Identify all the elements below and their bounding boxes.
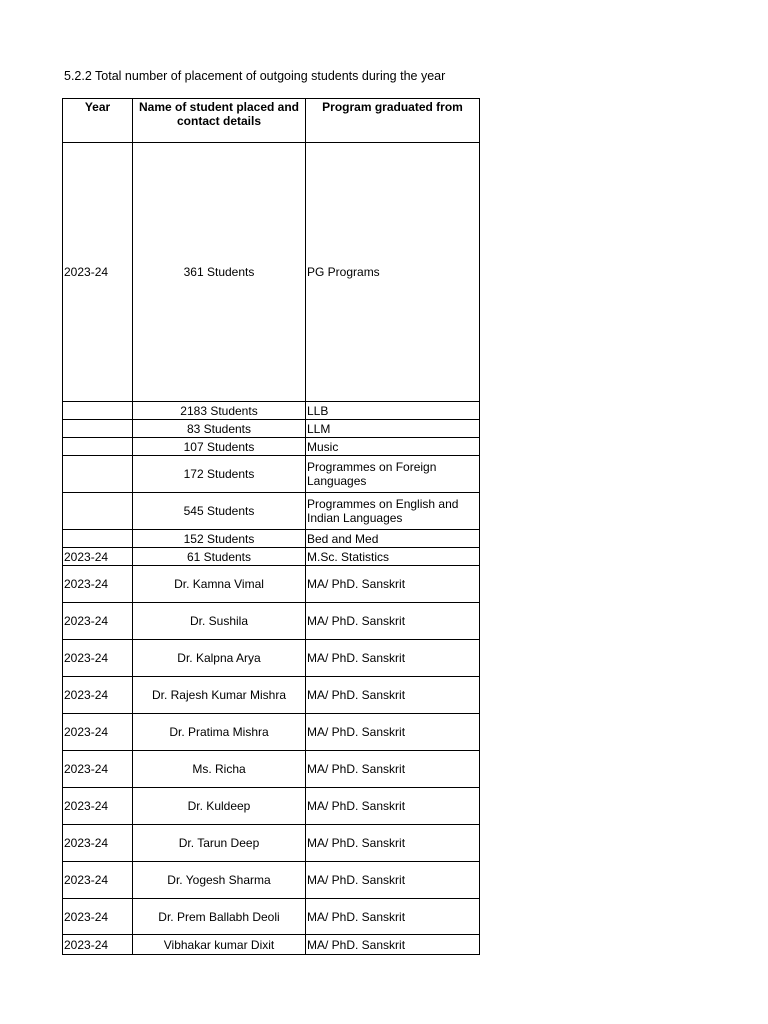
row-student: 545 Students: [133, 493, 306, 530]
row-student: 83 Students: [133, 420, 306, 438]
row-year: 2023-24: [63, 825, 133, 862]
table-row: [63, 143, 480, 402]
header-program: Program graduated from: [306, 99, 480, 143]
row-program: MA/ PhD. Sanskrit: [306, 899, 480, 935]
row-student: Dr. Tarun Deep: [133, 825, 306, 862]
row-program: MA/ PhD. Sanskrit: [306, 640, 480, 677]
row-program: MA/ PhD. Sanskrit: [306, 714, 480, 751]
table-row: [63, 603, 480, 640]
row-program: MA/ PhD. Sanskrit: [306, 603, 480, 640]
table-row: [63, 788, 480, 825]
row-program: MA/ PhD. Sanskrit: [306, 677, 480, 714]
row-program: MA/ PhD. Sanskrit: [306, 935, 480, 955]
row-year: 2023-24: [63, 899, 133, 935]
row-student: Dr. Kalpna Arya: [133, 640, 306, 677]
row-year: [63, 438, 133, 456]
table-row: [63, 862, 480, 899]
row-student: Dr. Sushila: [133, 603, 306, 640]
header-year: Year: [63, 99, 133, 143]
row-year: [63, 530, 133, 548]
row-student: 361 Students: [133, 143, 306, 402]
table-row: [63, 899, 480, 935]
row-student: Dr. Yogesh Sharma: [133, 862, 306, 899]
row-year: 2023-24: [63, 143, 133, 402]
table-row: [63, 456, 480, 493]
row-student: 107 Students: [133, 438, 306, 456]
placement-table: [62, 98, 480, 955]
row-program: PG Programs: [306, 143, 480, 402]
row-program: Programmes on Foreign Languages: [306, 456, 480, 493]
row-program: MA/ PhD. Sanskrit: [306, 788, 480, 825]
row-program: Bed and Med: [306, 530, 480, 548]
row-program: LLB: [306, 402, 480, 420]
row-program: MA/ PhD. Sanskrit: [306, 825, 480, 862]
row-student: 152 Students: [133, 530, 306, 548]
table-row: [63, 493, 480, 530]
row-program: Programmes on English and Indian Languages: [306, 493, 480, 530]
header-student-name: Name of student placed and contact details: [133, 99, 306, 143]
row-year: 2023-24: [63, 548, 133, 566]
row-student: 172 Students: [133, 456, 306, 493]
table-row: [63, 530, 480, 548]
table-row: [63, 438, 480, 456]
row-student: Dr. Kamna Vimal: [133, 566, 306, 603]
row-year: 2023-24: [63, 788, 133, 825]
row-program: MA/ PhD. Sanskrit: [306, 566, 480, 603]
row-program: Music: [306, 438, 480, 456]
row-year: [63, 493, 133, 530]
row-program: MA/ PhD. Sanskrit: [306, 751, 480, 788]
row-student: Ms. Richa: [133, 751, 306, 788]
table-row: [63, 677, 480, 714]
table-row: [63, 640, 480, 677]
row-year: [63, 402, 133, 420]
row-year: 2023-24: [63, 935, 133, 955]
row-year: 2023-24: [63, 677, 133, 714]
table-row: [63, 548, 480, 566]
row-year: [63, 420, 133, 438]
table-row: [63, 714, 480, 751]
row-program: M.Sc. Statistics: [306, 548, 480, 566]
row-year: 2023-24: [63, 862, 133, 899]
table-row: [63, 566, 480, 603]
row-program: MA/ PhD. Sanskrit: [306, 862, 480, 899]
table-caption: 5.2.2 Total number of placement of outgoing students during the year: [64, 69, 446, 83]
table-row: [63, 935, 480, 955]
row-student: Vibhakar kumar Dixit: [133, 935, 306, 955]
row-student: Dr. Prem Ballabh Deoli: [133, 899, 306, 935]
table-row: [63, 825, 480, 862]
table-row: [63, 751, 480, 788]
table-row: [63, 420, 480, 438]
header-row: [63, 99, 480, 143]
row-student: Dr. Pratima Mishra: [133, 714, 306, 751]
row-student: 2183 Students: [133, 402, 306, 420]
row-year: [63, 456, 133, 493]
row-year: 2023-24: [63, 640, 133, 677]
table-row: [63, 402, 480, 420]
row-year: 2023-24: [63, 714, 133, 751]
row-year: 2023-24: [63, 566, 133, 603]
row-year: 2023-24: [63, 751, 133, 788]
row-year: 2023-24: [63, 603, 133, 640]
row-student: Dr. Rajesh Kumar Mishra: [133, 677, 306, 714]
row-student: Dr. Kuldeep: [133, 788, 306, 825]
row-program: LLM: [306, 420, 480, 438]
row-student: 61 Students: [133, 548, 306, 566]
